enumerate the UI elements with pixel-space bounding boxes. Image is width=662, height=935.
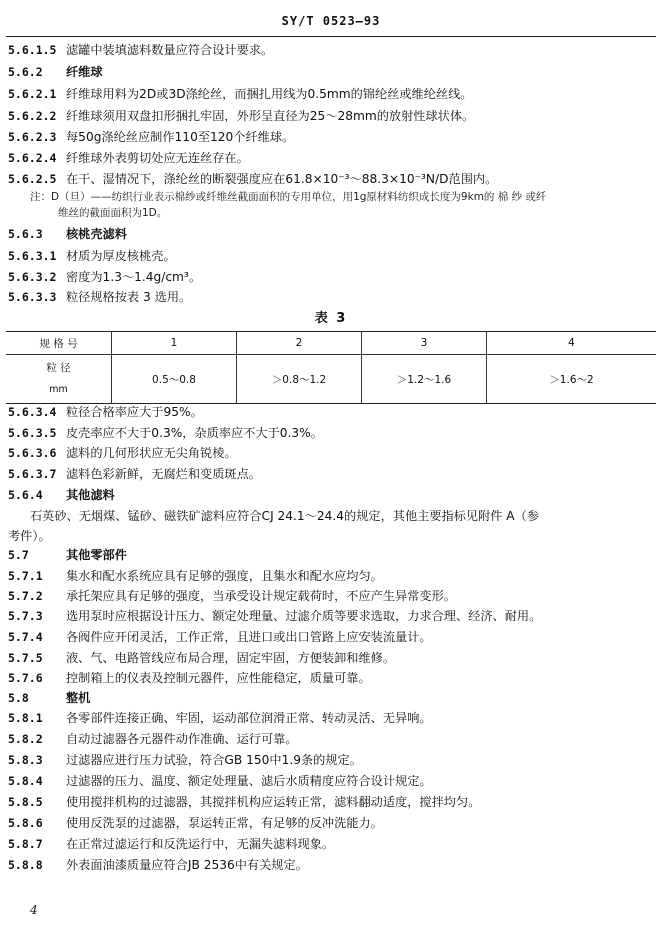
clause-text: 选用泵时应根据设计压力、额定处理量、过滤介质等要求选取，力求合理、经济、耐用。: [66, 609, 542, 623]
section-title: 纤维球: [66, 65, 103, 79]
page-header-code: SY/T 0523—93: [281, 14, 381, 28]
clause-text: 滤罐中装填滤料数量应符合设计要求。: [66, 43, 274, 57]
clause-line: [8, 171, 497, 187]
clause-text: 液、气、电路管线应布局合理，固定牢固，方便装卸和维修。: [66, 651, 396, 665]
clause-line: [8, 289, 191, 305]
note-line-2: 维丝的截面面积为1D。: [58, 207, 168, 219]
clause-line: [8, 710, 432, 726]
clause-line: [8, 650, 395, 666]
section-title: 其他滤料: [66, 488, 115, 502]
clause-line: [8, 857, 308, 873]
clause-text: 外表面油漆质量应符合JB 2536中有关规定。: [66, 858, 308, 872]
clause-line: [8, 836, 334, 852]
clause-line: [8, 752, 362, 768]
clause-line: [8, 466, 261, 482]
clause-number: 5.6.3.1: [8, 249, 57, 263]
clause-number: 5.8.3: [8, 753, 43, 767]
clause-number: 5.6.4: [8, 488, 43, 502]
clause-text: 集水和配水系统应具有足够的强度，且集水和配水应均匀。: [66, 569, 383, 583]
clause-number: 5.6.2.4: [8, 151, 57, 165]
section-title: 其他零部件: [66, 548, 127, 562]
section-heading: [8, 226, 127, 242]
header-divider: [6, 36, 656, 37]
clause-line: [8, 588, 456, 604]
header-cell: 4: [487, 332, 657, 355]
clause-number: 5.8.5: [8, 795, 43, 809]
clause-number: 5.8.4: [8, 774, 43, 788]
clause-number: 5.8.2: [8, 732, 43, 746]
clause-text: 使用反洗泵的过滤器，泵运转正常，有足够的反冲洗能力。: [66, 816, 383, 830]
clause-line: [8, 425, 323, 441]
clause-number: 5.8.6: [8, 816, 43, 830]
table-title: 表 3: [314, 311, 348, 326]
clause-number: 5.6.2.2: [8, 109, 57, 123]
clause-line: [8, 629, 432, 645]
clause-number: 5.7.3: [8, 609, 43, 623]
clause-number: 5.6.3.7: [8, 467, 57, 481]
clause-number: 5.6.2.1: [8, 87, 57, 101]
row-label-cell: [6, 355, 112, 404]
header-label-cell: 规 格 号: [6, 332, 112, 355]
clause-number: 5.6.2.5: [8, 172, 57, 186]
clause-line: [8, 670, 371, 686]
clause-line: [8, 608, 541, 624]
clause-text: 材质为厚皮核桃壳。: [66, 249, 176, 263]
header-cell: 2: [237, 332, 362, 355]
clause-number: 5.8: [8, 691, 29, 705]
clause-line: [8, 150, 249, 166]
table-header-row: [6, 332, 656, 355]
clause-text: 密度为1.3～1.4g/cm³。: [66, 270, 202, 284]
clause-number: 5.7.5: [8, 651, 43, 665]
section-heading: [8, 64, 103, 80]
clause-line: [8, 129, 294, 145]
page-number: 4: [30, 903, 38, 917]
clause-text: 纤维球须用双盘扣形捆扎牢固，外形呈直径为25～28mm的放射性球状体。: [66, 109, 475, 123]
clause-text: 使用搅拌机构的过滤器，其搅拌机构应运转正常，滤料翻动适度，搅拌均匀。: [66, 795, 481, 809]
section-heading: [8, 487, 115, 503]
note-line-1: 注：D（旦）——纺织行业表示棉纱或纤维丝截面面积的专用单位，用1g原材料纺织成长度为9km的 棉 纱 或纤: [30, 191, 547, 203]
table-row: [6, 355, 656, 404]
clause-text: 承托架应具有足够的强度，当承受设计规定载荷时，不应产生异常变形。: [66, 589, 456, 603]
clause-number: 5.6.3.3: [8, 290, 57, 304]
clause-line: [8, 269, 201, 285]
section-title: 核桃壳滤料: [66, 227, 127, 241]
clause-number: 5.8.8: [8, 858, 43, 872]
clause-text: 皮壳率应不大于0.3%，杂质率应不大于0.3%。: [66, 426, 323, 440]
header-cell: 3: [362, 332, 487, 355]
clause-number: 5.7.2: [8, 589, 43, 603]
clause-number: 5.6.3.4: [8, 405, 57, 419]
clause-text: 控制箱上的仪表及控制元器件，应性能稳定，质量可靠。: [66, 671, 371, 685]
value-cell: ＞1.2～1.6: [362, 355, 487, 404]
clause-text: 在干、湿情况下，涤纶丝的断裂强度应在61.8×10⁻³～88.3×10⁻³N/D范围内。: [66, 172, 498, 186]
clause-text: 各零部件连接正确、牢固，运动部位润滑正常、转动灵活、无异响。: [66, 711, 432, 725]
clause-number: 5.6.3: [8, 227, 43, 241]
clause-text: 滤料的几何形状应无尖角锐棱。: [66, 446, 237, 460]
clause-text: 过滤器应进行压力试验，符合GB 150中1.9条的规定。: [66, 753, 362, 767]
clause-line: [8, 404, 203, 420]
clause-text: 滤料色彩新鲜，无腐烂和变质斑点。: [66, 467, 261, 481]
clause-text: 各阀件应开闭灵活，工作正常，且进口或出口管路上应安装流量计。: [66, 630, 432, 644]
clause-text: 每50g涤纶丝应制作110至120个纤维球。: [66, 130, 295, 144]
clause-text: 过滤器的压力、温度、额定处理量、滤后水质精度应符合设计规定。: [66, 774, 432, 788]
paragraph-line-1: 石英砂、无烟煤、锰砂、磁铁矿滤料应符合CJ 24.1～24.4的规定，其他主要指标见附件 A（参: [30, 509, 540, 523]
paragraph-line-2: 考件）。: [8, 529, 51, 543]
clause-line: [8, 86, 472, 102]
clause-line: [8, 794, 480, 810]
clause-number: 5.8.1: [8, 711, 43, 725]
clause-number: 5.7.4: [8, 630, 43, 644]
header-cell: 1: [112, 332, 237, 355]
clause-line: [8, 248, 176, 264]
section-title: 整机: [66, 691, 91, 705]
clause-text: 粒径规格按表 3 选用。: [66, 290, 192, 304]
clause-number: 5.8.7: [8, 837, 43, 851]
value-cell: ＞0.8～1.2: [237, 355, 362, 404]
value-cell: 0.5～0.8: [112, 355, 237, 404]
clause-text: 纤维球用料为2D或3D涤纶丝，而捆扎用线为0.5mm的锦纶丝或维纶丝线。: [66, 87, 473, 101]
clause-number: 5.7.1: [8, 569, 43, 583]
clause-text: 纤维球外表剪切处应无连丝存在。: [66, 151, 249, 165]
clause-line: [8, 42, 273, 58]
row-label: 粒 径: [46, 362, 71, 374]
clause-number: 5.7: [8, 548, 29, 562]
section-heading: [8, 547, 127, 563]
clause-number: 5.6.3.2: [8, 270, 57, 284]
clause-line: [8, 731, 298, 747]
value-cell: ＞1.6～2: [487, 355, 657, 404]
clause-number: 5.6.1.5: [8, 43, 57, 57]
clause-line: [8, 108, 474, 124]
clause-number: 5.6.3.6: [8, 446, 57, 460]
clause-text: 在正常过滤运行和反洗运行中，无漏失滤料现象。: [66, 837, 335, 851]
section-heading: [8, 690, 90, 706]
clause-number: 5.7.6: [8, 671, 43, 685]
row-unit: mm: [49, 384, 68, 395]
clause-line: [8, 445, 237, 461]
clause-line: [8, 815, 383, 831]
clause-text: 粒径合格率应大于95%。: [66, 405, 203, 419]
clause-text: 自动过滤器各元器件动作准确、运行可靠。: [66, 732, 298, 746]
clause-number: 5.6.3.5: [8, 426, 57, 440]
clause-line: [8, 568, 383, 584]
clause-line: [8, 773, 432, 789]
clause-number: 5.6.2.3: [8, 130, 57, 144]
size-spec-table: [6, 331, 656, 404]
clause-number: 5.6.2: [8, 65, 43, 79]
